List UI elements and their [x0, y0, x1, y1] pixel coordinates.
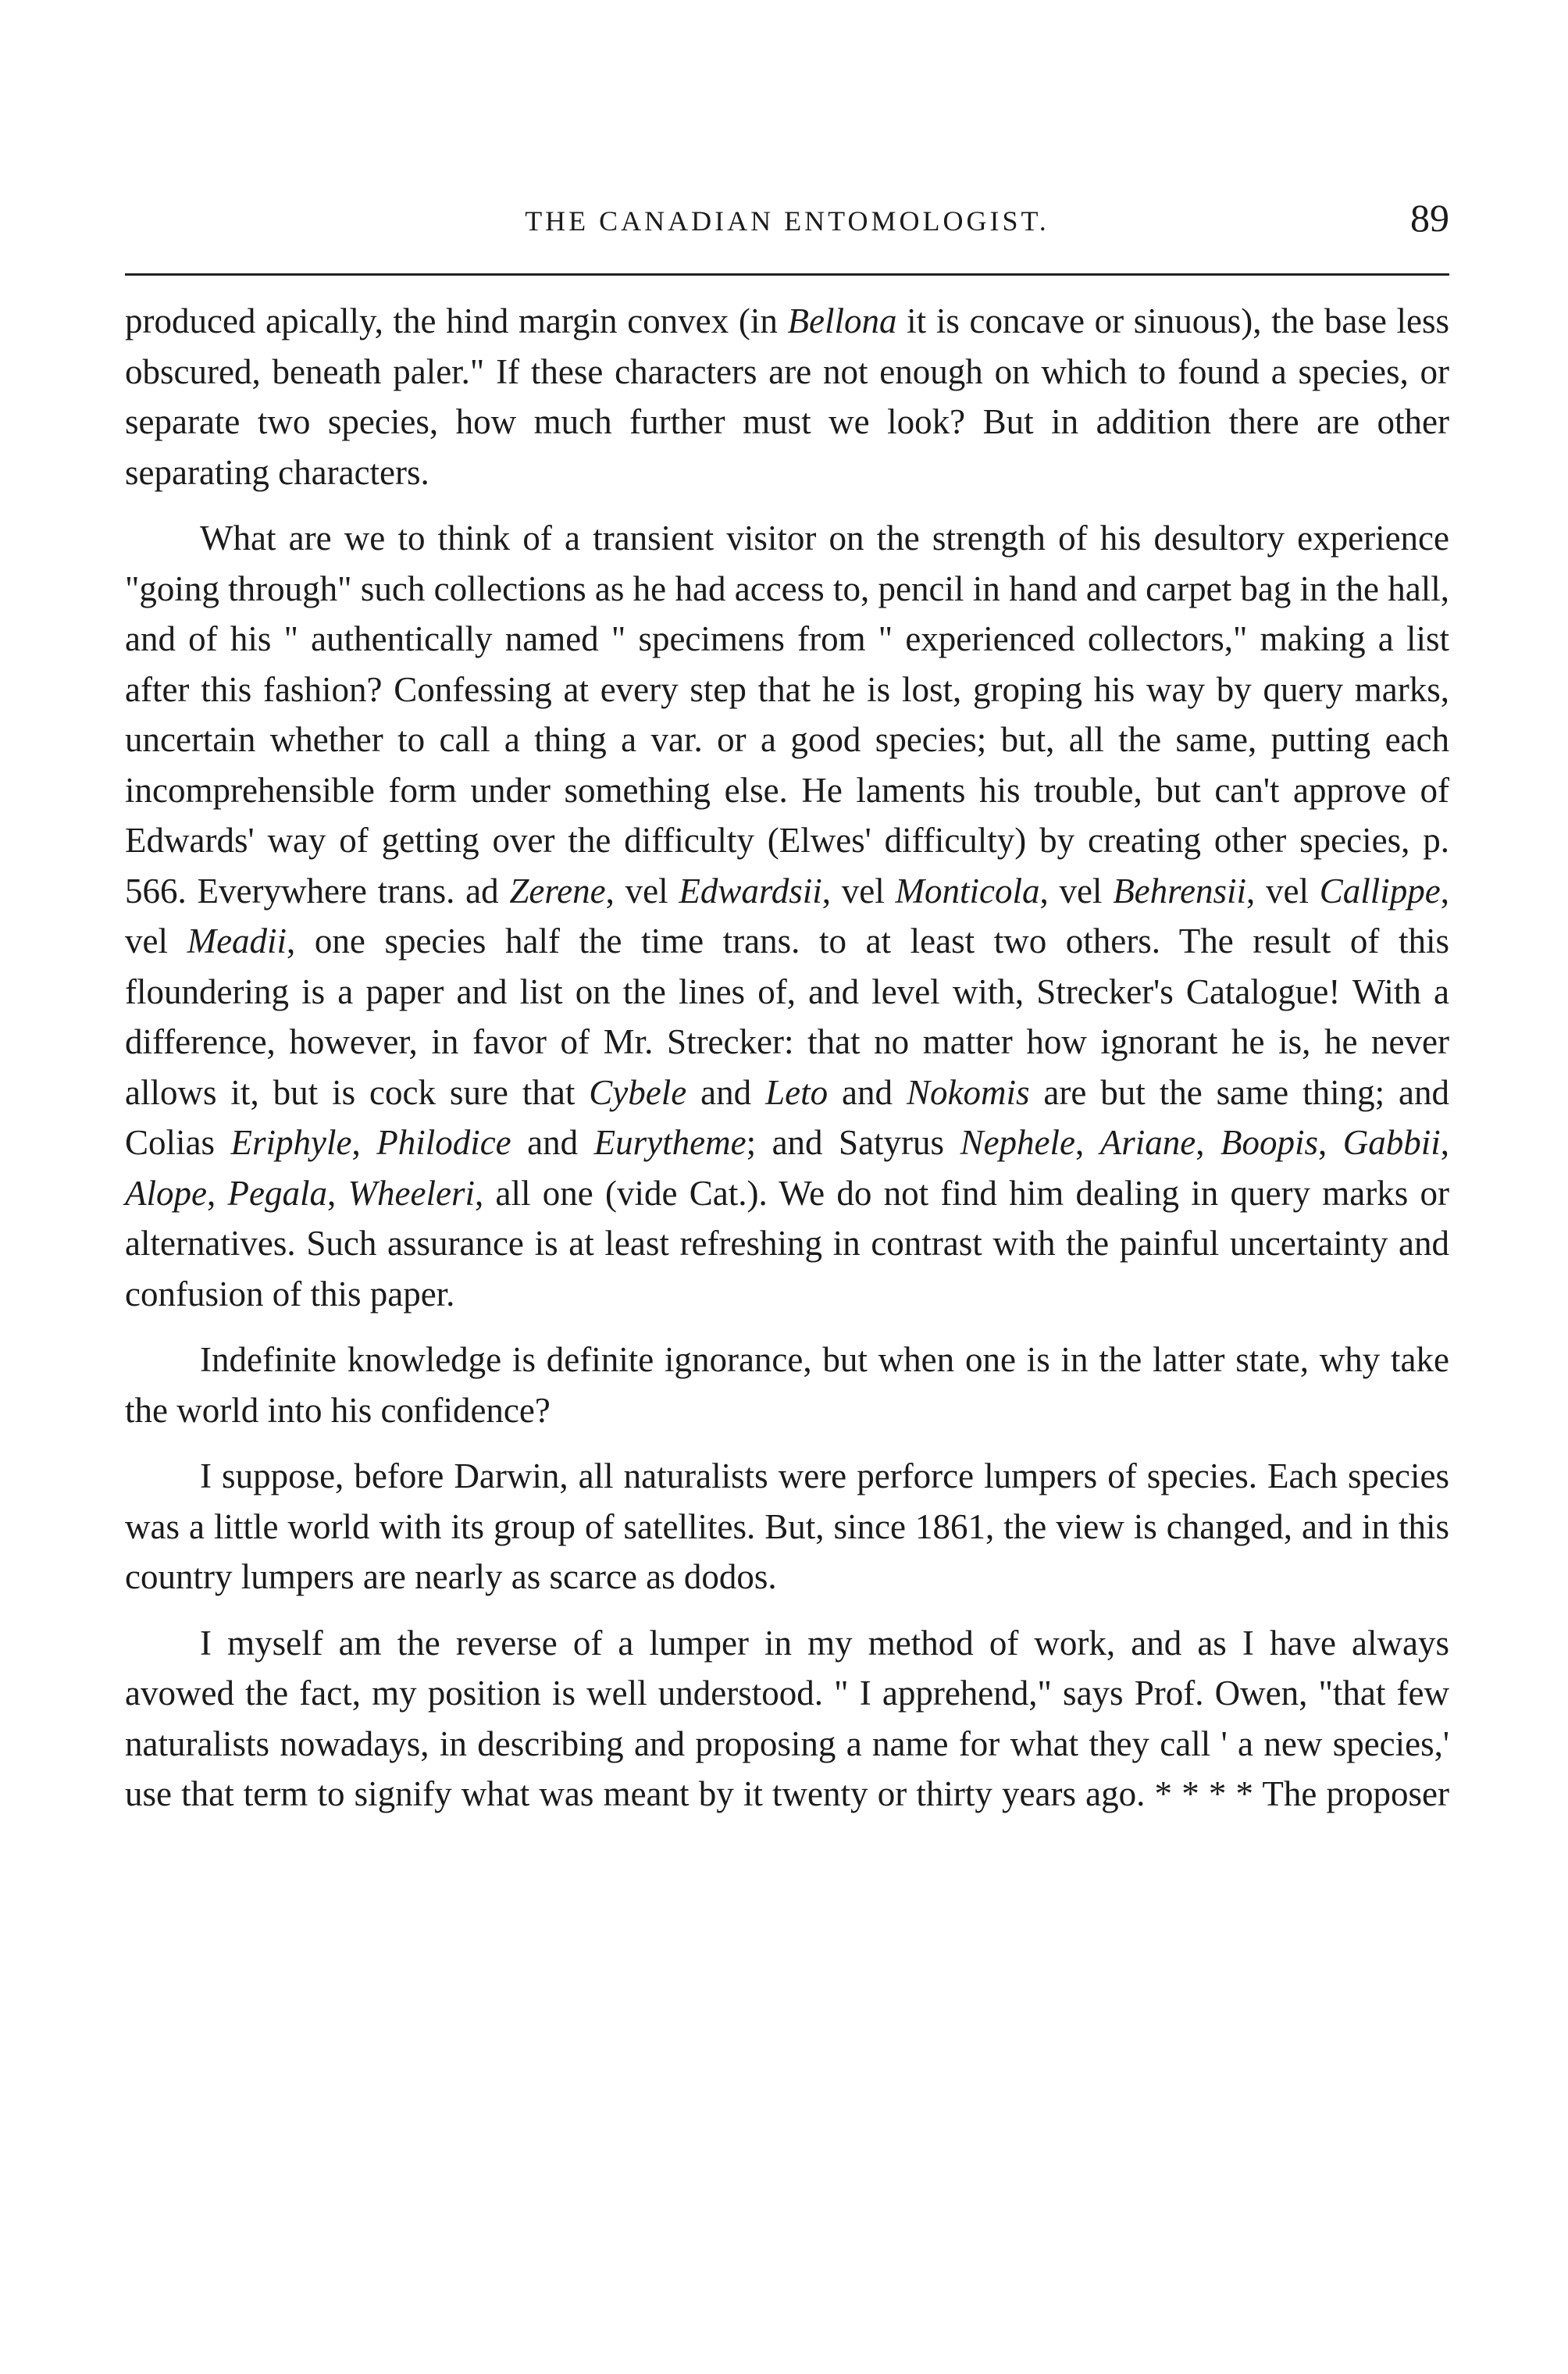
- running-title: THE CANADIAN ENTOMOLOGIST.: [525, 205, 1049, 237]
- text-run: , vel: [1039, 871, 1114, 911]
- species-name: Behrensii: [1113, 871, 1246, 911]
- species-name: Nokomis: [906, 1072, 1030, 1112]
- document-page: [125, 195, 1449, 1835]
- text-run: and: [686, 1072, 766, 1112]
- text-run: ,: [1440, 1123, 1450, 1162]
- species-name: Cybele: [589, 1072, 687, 1112]
- text-run: What are we to think of a transient visitor on the strength of his desultory experience "going through" such collections as he had access to, pencil in hand and carpet bag in the hall, and of his " authentically named " specimens from " experienced collectors," making a list after this fashion? Confessing at every step that he is lost, groping his way by query marks, uncertain whether to call a thing a var. or a good species; but, all the same, putting each incomprehensible form under something else. He laments his trouble, but can't approve of Edwards' way of getting over the difficulty (Elwes' difficulty) by creating other species, p. 566. Everywhere trans. ad: [125, 519, 1449, 911]
- running-header: [125, 195, 1449, 258]
- species-name: Gabbii: [1342, 1123, 1441, 1162]
- text-run: , vel: [125, 871, 1449, 961]
- text-run: , all one (vide Cat.). We do not find him dealing in query marks or alternatives. Such assurance is at least refreshing in contrast with the painful uncertainty and confusion of this paper.: [125, 1173, 1450, 1314]
- body-text: [125, 296, 1449, 1820]
- species-name: Leto: [765, 1072, 829, 1112]
- text-run: ,: [326, 1173, 348, 1213]
- text-run: ,: [1196, 1123, 1221, 1162]
- paragraph: [125, 1618, 1449, 1820]
- species-name: Boopis: [1220, 1123, 1318, 1162]
- species-name: Nephele: [960, 1123, 1075, 1162]
- text-run: , vel: [821, 871, 896, 911]
- text-run: ,: [351, 1123, 377, 1162]
- species-name: Meadii: [187, 921, 287, 961]
- text-run: ,: [1318, 1123, 1343, 1162]
- text-run: are but the same thing; and Colias: [125, 1072, 1450, 1162]
- species-name: Alope: [125, 1173, 207, 1213]
- text-run: I myself am the reverse of a lumper in my method of work, and as I have always avowed the fact, my position is well understood. " I apprehend," says Prof. Owen, "that few naturalists nowadays, in describing and proposing a name for what they call ' a new species,' use that term to signify what was meant by it twenty or thirty years ago. * * * * The proposer: [125, 1623, 1449, 1813]
- species-name: Zerene: [509, 871, 606, 911]
- species-name: Eriphyle: [230, 1123, 352, 1162]
- text-run: ,: [206, 1173, 228, 1213]
- paragraph: [125, 513, 1449, 1319]
- text-run: it is concave or sinuous), the base less obscured, beneath paler." If these characters are not enough on which to found a species, or separate two species, how much further must we look? But in addition there are other separating characters.: [125, 301, 1450, 492]
- text-run: produced apically, the hind margin convex (in: [125, 301, 788, 340]
- text-run: I suppose, before Darwin, all naturalists were perforce lumpers of species. Each species was a little world with its group of satellites. But, since 1861, the view is changed, and in this country lumpers are nearly as scarce as dodos.: [125, 1456, 1449, 1596]
- paragraph: [125, 296, 1449, 497]
- text-run: and: [828, 1072, 907, 1112]
- text-run: ,: [1075, 1123, 1100, 1162]
- paragraph: [125, 1335, 1449, 1435]
- species-name: Edwardsii: [679, 871, 822, 911]
- species-name: Bellona: [787, 301, 897, 340]
- text-run: , vel: [605, 871, 679, 911]
- header-rule: [125, 273, 1449, 276]
- text-run: Indefinite knowledge is definite ignorance, but when one is in the latter state, why take the world into his confidence?: [125, 1340, 1449, 1430]
- species-name: Philodice: [376, 1123, 511, 1162]
- species-name: Eurytheme: [593, 1123, 747, 1162]
- species-name: Pegala: [227, 1173, 327, 1213]
- text-run: and: [511, 1123, 594, 1162]
- paragraph: [125, 1451, 1449, 1602]
- page-number: 89: [1410, 196, 1449, 240]
- species-name: Wheeleri: [347, 1173, 475, 1213]
- species-name: Monticola: [895, 871, 1040, 911]
- text-run: , one species half the time trans. to at least two others. The result of this floundering is a paper and list on the lines of, and level with, Strecker's Catalogue! With a difference, however, in favor of Mr. Strecker: that no matter how ignorant he is, he never allows it, but is cock sure that: [125, 921, 1449, 1112]
- text-run: ; and Satyrus: [746, 1123, 960, 1162]
- text-run: , vel: [1245, 871, 1320, 911]
- species-name: Ariane: [1099, 1123, 1196, 1162]
- species-name: Callippe: [1319, 871, 1441, 911]
